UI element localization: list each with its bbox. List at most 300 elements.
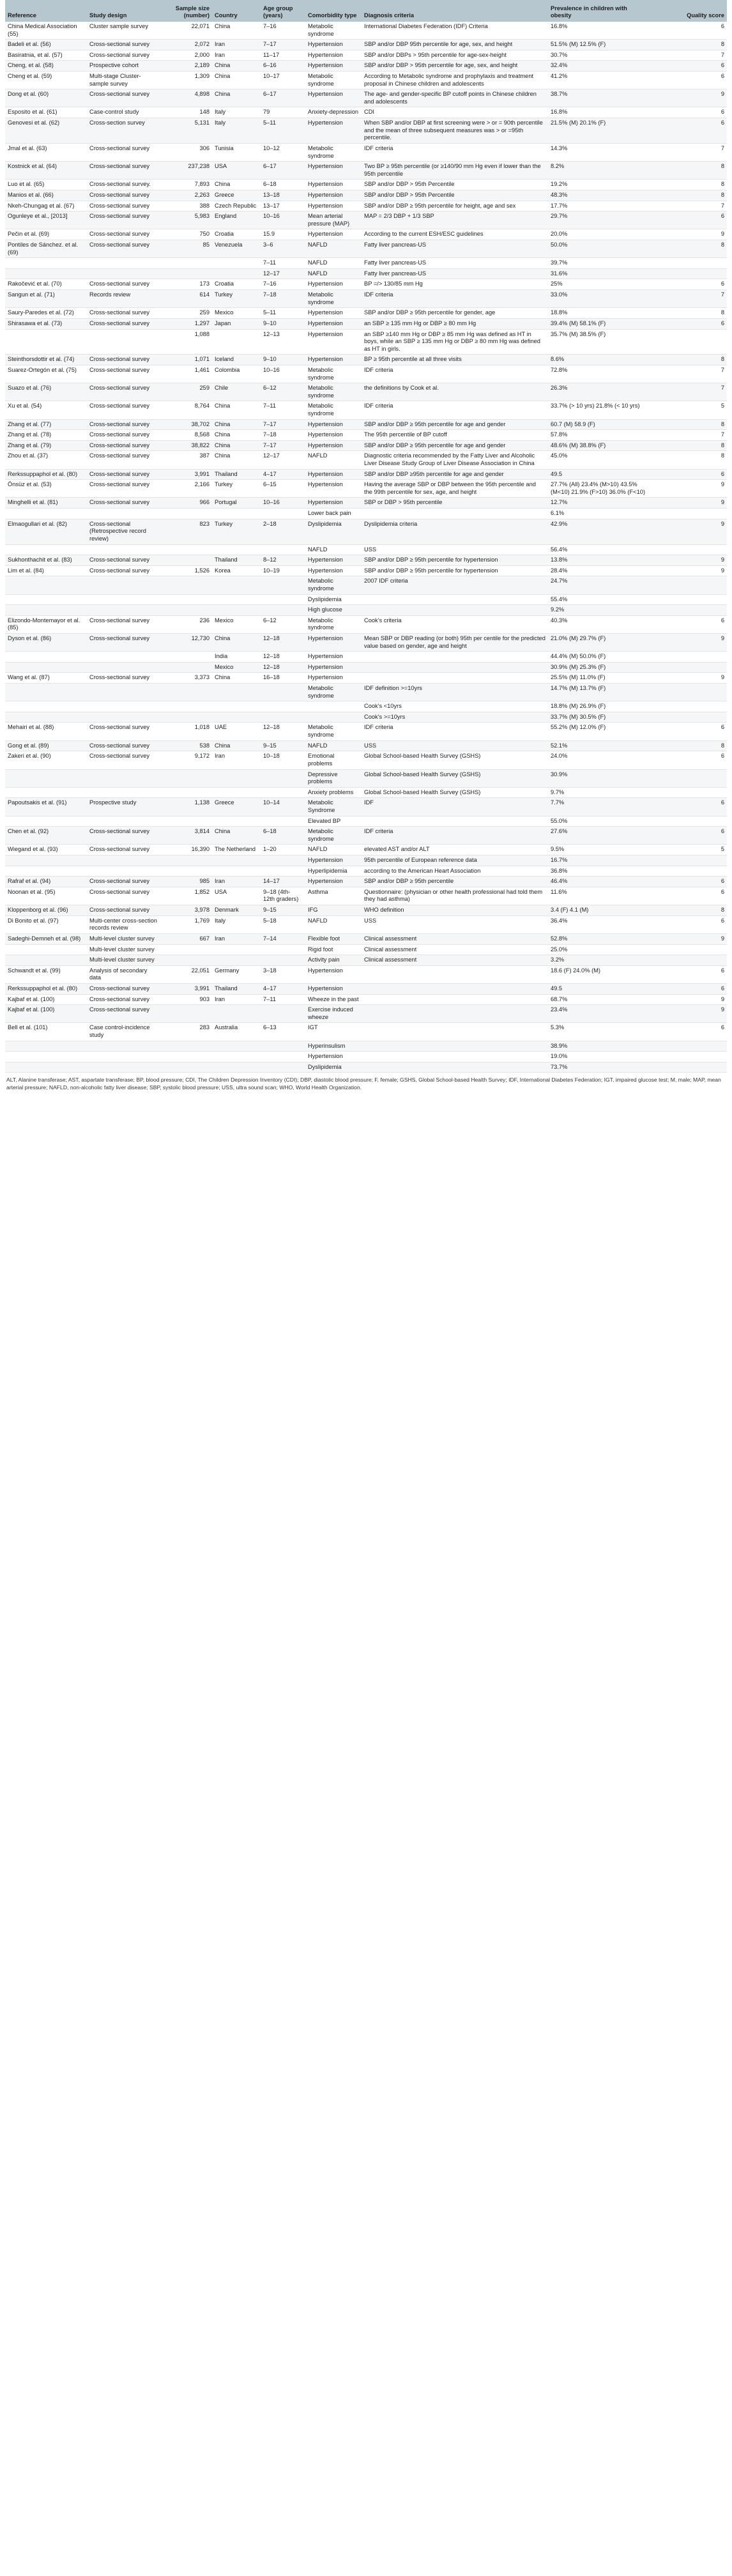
cell-quality-score: 9 <box>650 933 727 944</box>
cell-sample-size: 3,978 <box>162 905 212 916</box>
cell-country: Italy <box>212 916 261 933</box>
cell-prevalence: 35.7% (M) 38.5% (F) <box>548 329 650 355</box>
cell-age-group <box>261 769 305 787</box>
table-row <box>5 50 727 61</box>
cell-age-group: 10–17 <box>261 72 305 89</box>
cell-reference: Mehairi et al. (88) <box>5 723 87 740</box>
cell-country <box>212 1062 261 1073</box>
cell-age-group: 12–18 <box>261 662 305 673</box>
cell-diagnosis-criteria: BP =/> 130/85 mm Hg <box>362 279 548 290</box>
cell-age-group <box>261 544 305 555</box>
cell-age-group: 2–18 <box>261 519 305 544</box>
cell-quality-score: 5 <box>650 401 727 419</box>
cell-country: UAE <box>212 723 261 740</box>
cell-country: USA <box>212 887 261 905</box>
cell-quality-score: 7 <box>650 143 727 161</box>
cell-comorbidity-type: Anxiety-depression <box>305 107 362 118</box>
cell-prevalence: 26.3% <box>548 383 650 401</box>
cell-quality-score <box>650 509 727 519</box>
cell-diagnosis-criteria: MAP = 2/3 DBP + 1/3 SBP <box>362 211 548 229</box>
cell-comorbidity-type: Hypertension <box>305 308 362 319</box>
cell-country: Japan <box>212 318 261 329</box>
table-body <box>5 22 727 1073</box>
cell-quality-score: 6 <box>650 469 727 480</box>
cell-reference <box>5 866 87 877</box>
header-comorbidity-type: Comorbidity type <box>305 0 362 22</box>
cell-country <box>212 594 261 605</box>
cell-quality-score <box>650 866 727 877</box>
cell-comorbidity-type: Hypertension <box>305 877 362 887</box>
cell-comorbidity-type: Metabolic syndrome <box>305 290 362 308</box>
cell-diagnosis-criteria <box>362 605 548 616</box>
cell-comorbidity-type: Asthma <box>305 887 362 905</box>
cell-study-design: Cross-sectional survey <box>87 419 162 430</box>
cell-study-design: Cross-sectional survey <box>87 240 162 258</box>
cell-diagnosis-criteria: an SBP ≥ 135 mm Hg or DBP ≥ 80 mm Hg <box>362 318 548 329</box>
cell-study-design: Cross-sectional survey <box>87 201 162 211</box>
cell-country: China <box>212 740 261 751</box>
cell-comorbidity-type: Depressive problems <box>305 769 362 787</box>
cell-study-design <box>87 855 162 866</box>
cell-prevalence: 28.4% <box>548 565 650 576</box>
table-row <box>5 469 727 480</box>
cell-prevalence: 55.2% (M) 12.0% (F) <box>548 723 650 740</box>
cell-age-group: 6–17 <box>261 89 305 107</box>
cell-age-group <box>261 787 305 798</box>
table-row <box>5 40 727 50</box>
cell-reference: Shirasawa et al. (73) <box>5 318 87 329</box>
cell-sample-size <box>162 258 212 269</box>
cell-comorbidity-type: NAFLD <box>305 268 362 279</box>
cell-sample-size <box>162 866 212 877</box>
cell-quality-score: 6 <box>650 798 727 816</box>
cell-age-group <box>261 866 305 877</box>
cell-age-group: 6–15 <box>261 480 305 498</box>
cell-quality-score <box>650 855 727 866</box>
cell-sample-size: 173 <box>162 279 212 290</box>
cell-comorbidity-type: Hypertension <box>305 229 362 240</box>
cell-comorbidity-type: Exercise induced wheeze <box>305 1005 362 1023</box>
cell-quality-score: 9 <box>650 555 727 566</box>
cell-reference: Cheng, et al. (58) <box>5 61 87 72</box>
cell-sample-size <box>162 576 212 594</box>
cell-sample-size <box>162 684 212 702</box>
cell-country: Iran <box>212 933 261 944</box>
cell-study-design: Cross-sectional survey <box>87 877 162 887</box>
cell-prevalence: 25% <box>548 279 650 290</box>
cell-reference: Pontiles de Sánchez. et al. (69) <box>5 240 87 258</box>
cell-study-design: Cross-sectional survey <box>87 229 162 240</box>
cell-reference: Genovesi et al. (62) <box>5 118 87 144</box>
cell-quality-score <box>650 769 727 787</box>
cell-study-design: Cross-sectional survey <box>87 365 162 383</box>
table-row <box>5 594 727 605</box>
cell-study-design <box>87 1062 162 1073</box>
cell-country: Mexico <box>212 615 261 633</box>
cell-prevalence: 29.7% <box>548 211 650 229</box>
cell-reference <box>5 605 87 616</box>
cell-prevalence: 50.0% <box>548 240 650 258</box>
cell-diagnosis-criteria: SBP and/or DBP ≥ 95th percentile for gender, age <box>362 308 548 319</box>
cell-reference: Saury-Paredes et al. (72) <box>5 308 87 319</box>
cell-reference: Ogunleye et al., [2013] <box>5 211 87 229</box>
cell-study-design: Multi-center cross-section records review <box>87 916 162 933</box>
cell-prevalence: 9.5% <box>548 845 650 855</box>
cell-study-design: Multi-level cluster survey <box>87 944 162 955</box>
cell-age-group: 7–17 <box>261 440 305 451</box>
cell-comorbidity-type: Hypertension <box>305 855 362 866</box>
cell-diagnosis-criteria: WHO definition <box>362 905 548 916</box>
cell-age-group: 12–18 <box>261 723 305 740</box>
cell-sample-size: 85 <box>162 240 212 258</box>
cell-comorbidity-type: Hypertension <box>305 40 362 50</box>
cell-age-group <box>261 1062 305 1073</box>
cell-prevalence: 38.9% <box>548 1041 650 1052</box>
cell-comorbidity-type: Metabolic syndrome <box>305 576 362 594</box>
cell-quality-score <box>650 594 727 605</box>
cell-age-group: 4–17 <box>261 469 305 480</box>
cell-country <box>212 787 261 798</box>
cell-diagnosis-criteria <box>362 816 548 827</box>
cell-comorbidity-type: Metabolic syndrome <box>305 22 362 40</box>
cell-country <box>212 329 261 355</box>
cell-reference <box>5 509 87 519</box>
cell-comorbidity-type: Mean arterial pressure (MAP) <box>305 211 362 229</box>
cell-comorbidity-type: Lower back pain <box>305 509 362 519</box>
cell-country <box>212 1041 261 1052</box>
cell-reference <box>5 329 87 355</box>
cell-quality-score <box>650 605 727 616</box>
cell-sample-size: 4,898 <box>162 89 212 107</box>
cell-age-group: 12–18 <box>261 652 305 663</box>
cell-prevalence: 16.8% <box>548 107 650 118</box>
cell-sample-size <box>162 1052 212 1062</box>
cell-diagnosis-criteria: IDF definition >=10yrs <box>362 684 548 702</box>
cell-age-group: 7–16 <box>261 22 305 40</box>
cell-study-design: Prospective study <box>87 798 162 816</box>
cell-country <box>212 855 261 866</box>
cell-prevalence: 31.6% <box>548 268 650 279</box>
cell-prevalence: 32.4% <box>548 61 650 72</box>
header-study-design: Study design <box>87 0 162 22</box>
cell-age-group: 10–19 <box>261 565 305 576</box>
table-row <box>5 268 727 279</box>
cell-quality-score: 9 <box>650 480 727 498</box>
cell-prevalence: 45.0% <box>548 451 650 469</box>
cell-sample-size: 614 <box>162 290 212 308</box>
cell-age-group <box>261 702 305 712</box>
cell-age-group: 6–18 <box>261 180 305 190</box>
cell-age-group: 79 <box>261 107 305 118</box>
cell-reference: Zhou et al. (37) <box>5 451 87 469</box>
cell-country <box>212 268 261 279</box>
cell-prevalence: 24.0% <box>548 751 650 769</box>
cell-comorbidity-type: Metabolic syndrome <box>305 143 362 161</box>
cell-reference: Xu et al. (54) <box>5 401 87 419</box>
table-row <box>5 634 727 652</box>
cell-reference <box>5 702 87 712</box>
cell-diagnosis-criteria <box>362 1052 548 1062</box>
cell-reference: Bell et al. (101) <box>5 1023 87 1041</box>
cell-prevalence: 46.4% <box>548 877 650 887</box>
cell-study-design: Cross-sectional survey <box>87 634 162 652</box>
cell-quality-score: 8 <box>650 419 727 430</box>
header-row <box>5 0 727 22</box>
cell-sample-size <box>162 594 212 605</box>
cell-age-group: 14–17 <box>261 877 305 887</box>
cell-country: China <box>212 401 261 419</box>
cell-country: Venezuela <box>212 240 261 258</box>
cell-diagnosis-criteria: International Diabetes Federation (IDF) Criteria <box>362 22 548 40</box>
cell-country: Portugal <box>212 498 261 509</box>
table-row <box>5 308 727 319</box>
cell-age-group: 12–13 <box>261 329 305 355</box>
cell-reference: Di Bonito et al. (97) <box>5 916 87 933</box>
cell-diagnosis-criteria: SBP and/or DBP 95th percentile for age, sex, and height <box>362 40 548 50</box>
table-row <box>5 955 727 966</box>
cell-age-group: 15.9 <box>261 229 305 240</box>
cell-country <box>212 544 261 555</box>
cell-study-design: Cross-sectional survey <box>87 50 162 61</box>
document <box>0 0 732 1092</box>
cell-sample-size: 2,000 <box>162 50 212 61</box>
cell-comorbidity-type: NAFLD <box>305 845 362 855</box>
cell-reference <box>5 258 87 269</box>
cell-reference: Rerkssuppaphol et al. (80) <box>5 469 87 480</box>
cell-reference <box>5 855 87 866</box>
cell-country: China <box>212 440 261 451</box>
cell-sample-size: 2,072 <box>162 40 212 50</box>
cell-study-design <box>87 652 162 663</box>
cell-study-design <box>87 816 162 827</box>
cell-study-design: Cross-sectional survey <box>87 308 162 319</box>
cell-quality-score: 9 <box>650 498 727 509</box>
cell-country: England <box>212 211 261 229</box>
cell-age-group: 4–17 <box>261 983 305 994</box>
cell-study-design <box>87 769 162 787</box>
cell-reference: Suarez-Ortegón et al. (75) <box>5 365 87 383</box>
cell-quality-score <box>650 258 727 269</box>
cell-study-design: Cross-sectional survey <box>87 355 162 365</box>
cell-prevalence: 51.5% (M) 12.5% (F) <box>548 40 650 50</box>
cell-quality-score: 8 <box>650 440 727 451</box>
cell-diagnosis-criteria: IDF <box>362 798 548 816</box>
cell-country: Mexico <box>212 308 261 319</box>
cell-country <box>212 1052 261 1062</box>
cell-diagnosis-criteria: IDF criteria <box>362 290 548 308</box>
cell-quality-score: 6 <box>650 887 727 905</box>
cell-sample-size: 306 <box>162 143 212 161</box>
cell-age-group <box>261 684 305 702</box>
cell-study-design: Multi-level cluster survey <box>87 955 162 966</box>
cell-diagnosis-criteria: Global School-based Health Survey (GSHS) <box>362 751 548 769</box>
cell-quality-score <box>650 816 727 827</box>
cell-sample-size <box>162 555 212 566</box>
table-row <box>5 652 727 663</box>
cell-quality-score: 8 <box>650 355 727 365</box>
cell-comorbidity-type: Metabolic syndrome <box>305 72 362 89</box>
cell-age-group: 7–17 <box>261 40 305 50</box>
cell-reference <box>5 1062 87 1073</box>
cell-diagnosis-criteria: According to Metabolic syndrome and prophylaxis and treatment proposal in Chinese children and adolescents <box>362 72 548 89</box>
cell-quality-score <box>650 544 727 555</box>
cell-comorbidity-type: Hypertension <box>305 355 362 365</box>
cell-diagnosis-criteria: IDF criteria <box>362 827 548 845</box>
cell-age-group <box>261 944 305 955</box>
cell-quality-score: 6 <box>650 22 727 40</box>
cell-sample-size: 259 <box>162 383 212 401</box>
cell-quality-score: 8 <box>650 905 727 916</box>
cell-prevalence: 16.8% <box>548 22 650 40</box>
cell-comorbidity-type: Hypertension <box>305 61 362 72</box>
cell-sample-size: 750 <box>162 229 212 240</box>
cell-sample-size: 538 <box>162 740 212 751</box>
cell-comorbidity-type: Wheeze in the past <box>305 994 362 1005</box>
header-sample-size: Sample size (number) <box>162 0 212 22</box>
table-row <box>5 816 727 827</box>
cell-prevalence: 33.7% (M) 30.5% (F) <box>548 712 650 723</box>
cell-sample-size: 12,730 <box>162 634 212 652</box>
cell-study-design: Cross-section survey <box>87 118 162 144</box>
cell-age-group: 9–10 <box>261 318 305 329</box>
cell-reference: Zhang et al. (79) <box>5 440 87 451</box>
cell-sample-size: 1,526 <box>162 565 212 576</box>
cell-prevalence: 30.9% <box>548 769 650 787</box>
cell-country: Iran <box>212 751 261 769</box>
cell-diagnosis-criteria: USS <box>362 916 548 933</box>
cell-quality-score: 5 <box>650 845 727 855</box>
cell-prevalence: 30.9% (M) 25.3% (F) <box>548 662 650 673</box>
cell-sample-size: 236 <box>162 615 212 633</box>
cell-reference <box>5 816 87 827</box>
cell-country: Czech Republic <box>212 201 261 211</box>
cell-diagnosis-criteria <box>362 994 548 1005</box>
cell-diagnosis-criteria: SBP and/or DBP ≥ 95th percentile for age and gender <box>362 440 548 451</box>
cell-diagnosis-criteria: SBP and/or DBP ≥95th percentile for age and gender <box>362 469 548 480</box>
cell-prevalence: 68.7% <box>548 994 650 1005</box>
cell-sample-size: 38,702 <box>162 419 212 430</box>
cell-diagnosis-criteria: 2007 IDF criteria <box>362 576 548 594</box>
cell-study-design <box>87 576 162 594</box>
cell-comorbidity-type: Hypertension <box>305 180 362 190</box>
table-row <box>5 211 727 229</box>
cell-age-group: 16–18 <box>261 673 305 684</box>
cell-prevalence: 55.0% <box>548 816 650 827</box>
cell-diagnosis-criteria <box>362 1005 548 1023</box>
cell-country: Greece <box>212 798 261 816</box>
table-row <box>5 1005 727 1023</box>
cell-comorbidity-type: Hypertension <box>305 983 362 994</box>
cell-age-group: 12–17 <box>261 268 305 279</box>
cell-prevalence: 9.2% <box>548 605 650 616</box>
cell-diagnosis-criteria: Having the average SBP or DBP between the 95th percentile and the 99th percentile for sex, age, and height <box>362 480 548 498</box>
cell-age-group: 7–18 <box>261 430 305 441</box>
cell-prevalence: 48.3% <box>548 190 650 201</box>
cell-sample-size <box>162 268 212 279</box>
cell-quality-score: 6 <box>650 211 727 229</box>
cell-reference: Dong et al. (60) <box>5 89 87 107</box>
cell-reference: Lim et al. (84) <box>5 565 87 576</box>
table-row <box>5 565 727 576</box>
cell-sample-size <box>162 816 212 827</box>
cell-age-group: 7–16 <box>261 279 305 290</box>
cell-quality-score: 6 <box>650 1023 727 1041</box>
cell-country <box>212 955 261 966</box>
cell-comorbidity-type: Hypertension <box>305 50 362 61</box>
cell-sample-size <box>162 605 212 616</box>
table-row <box>5 61 727 72</box>
header-age-group: Age group (years) <box>261 0 305 22</box>
cell-prevalence: 36.4% <box>548 916 650 933</box>
cell-comorbidity-type: Rigid foot <box>305 944 362 955</box>
table-row <box>5 994 727 1005</box>
cell-sample-size: 1,088 <box>162 329 212 355</box>
cell-age-group: 9–10 <box>261 355 305 365</box>
table-row <box>5 916 727 933</box>
cell-study-design: Cross-sectional survey <box>87 279 162 290</box>
cell-reference: Papoutsakis et al. (91) <box>5 798 87 816</box>
cell-sample-size: 388 <box>162 201 212 211</box>
table-row <box>5 1041 727 1052</box>
cell-comorbidity-type: Metabolic syndrome <box>305 401 362 419</box>
cell-study-design: Cross-sectional survey. <box>87 180 162 190</box>
cell-sample-size: 1,309 <box>162 72 212 89</box>
cell-comorbidity-type: NAFLD <box>305 916 362 933</box>
cell-prevalence: 12.7% <box>548 498 650 509</box>
cell-age-group: 5–11 <box>261 118 305 144</box>
cell-age-group: 13–18 <box>261 190 305 201</box>
cell-comorbidity-type: NAFLD <box>305 740 362 751</box>
cell-prevalence: 57.8% <box>548 430 650 441</box>
cell-comorbidity-type: Hypertension <box>305 89 362 107</box>
cell-quality-score: 6 <box>650 72 727 89</box>
cell-prevalence: 33.0% <box>548 290 650 308</box>
cell-country: China <box>212 72 261 89</box>
table-row <box>5 279 727 290</box>
cell-sample-size: 8,764 <box>162 401 212 419</box>
table-row <box>5 430 727 441</box>
cell-reference: Zhang et al. (77) <box>5 419 87 430</box>
cell-age-group <box>261 712 305 723</box>
cell-study-design: Cross-sectional survey <box>87 555 162 566</box>
cell-country <box>212 702 261 712</box>
cell-comorbidity-type: Hypertension <box>305 662 362 673</box>
table-row <box>5 383 727 401</box>
cell-diagnosis-criteria: SBP and/or DBP ≥ 95th percentile <box>362 877 548 887</box>
cell-reference: Chen et al. (92) <box>5 827 87 845</box>
cell-diagnosis-criteria: Clinical assessment <box>362 944 548 955</box>
cell-sample-size: 823 <box>162 519 212 544</box>
table-row <box>5 887 727 905</box>
cell-diagnosis-criteria <box>362 965 548 983</box>
cell-reference: Schwandt et al. (99) <box>5 965 87 983</box>
cell-sample-size: 667 <box>162 933 212 944</box>
cell-diagnosis-criteria: SBP and/or DBP > 95th percentile for age, sex, and height <box>362 61 548 72</box>
cell-country <box>212 866 261 877</box>
cell-reference: Kajbaf et al. (100) <box>5 1005 87 1023</box>
table-row <box>5 740 727 751</box>
cell-prevalence: 38.7% <box>548 89 650 107</box>
cell-reference: Cheng et al. (59) <box>5 72 87 89</box>
cell-prevalence: 20.0% <box>548 229 650 240</box>
cell-sample-size <box>162 702 212 712</box>
cell-study-design: Cross-sectional survey <box>87 983 162 994</box>
cell-study-design <box>87 594 162 605</box>
cell-sample-size: 1,071 <box>162 355 212 365</box>
cell-diagnosis-criteria: Cook's criteria <box>362 615 548 633</box>
cell-prevalence: 48.6% (M) 38.8% (F) <box>548 440 650 451</box>
cell-country: USA <box>212 162 261 180</box>
